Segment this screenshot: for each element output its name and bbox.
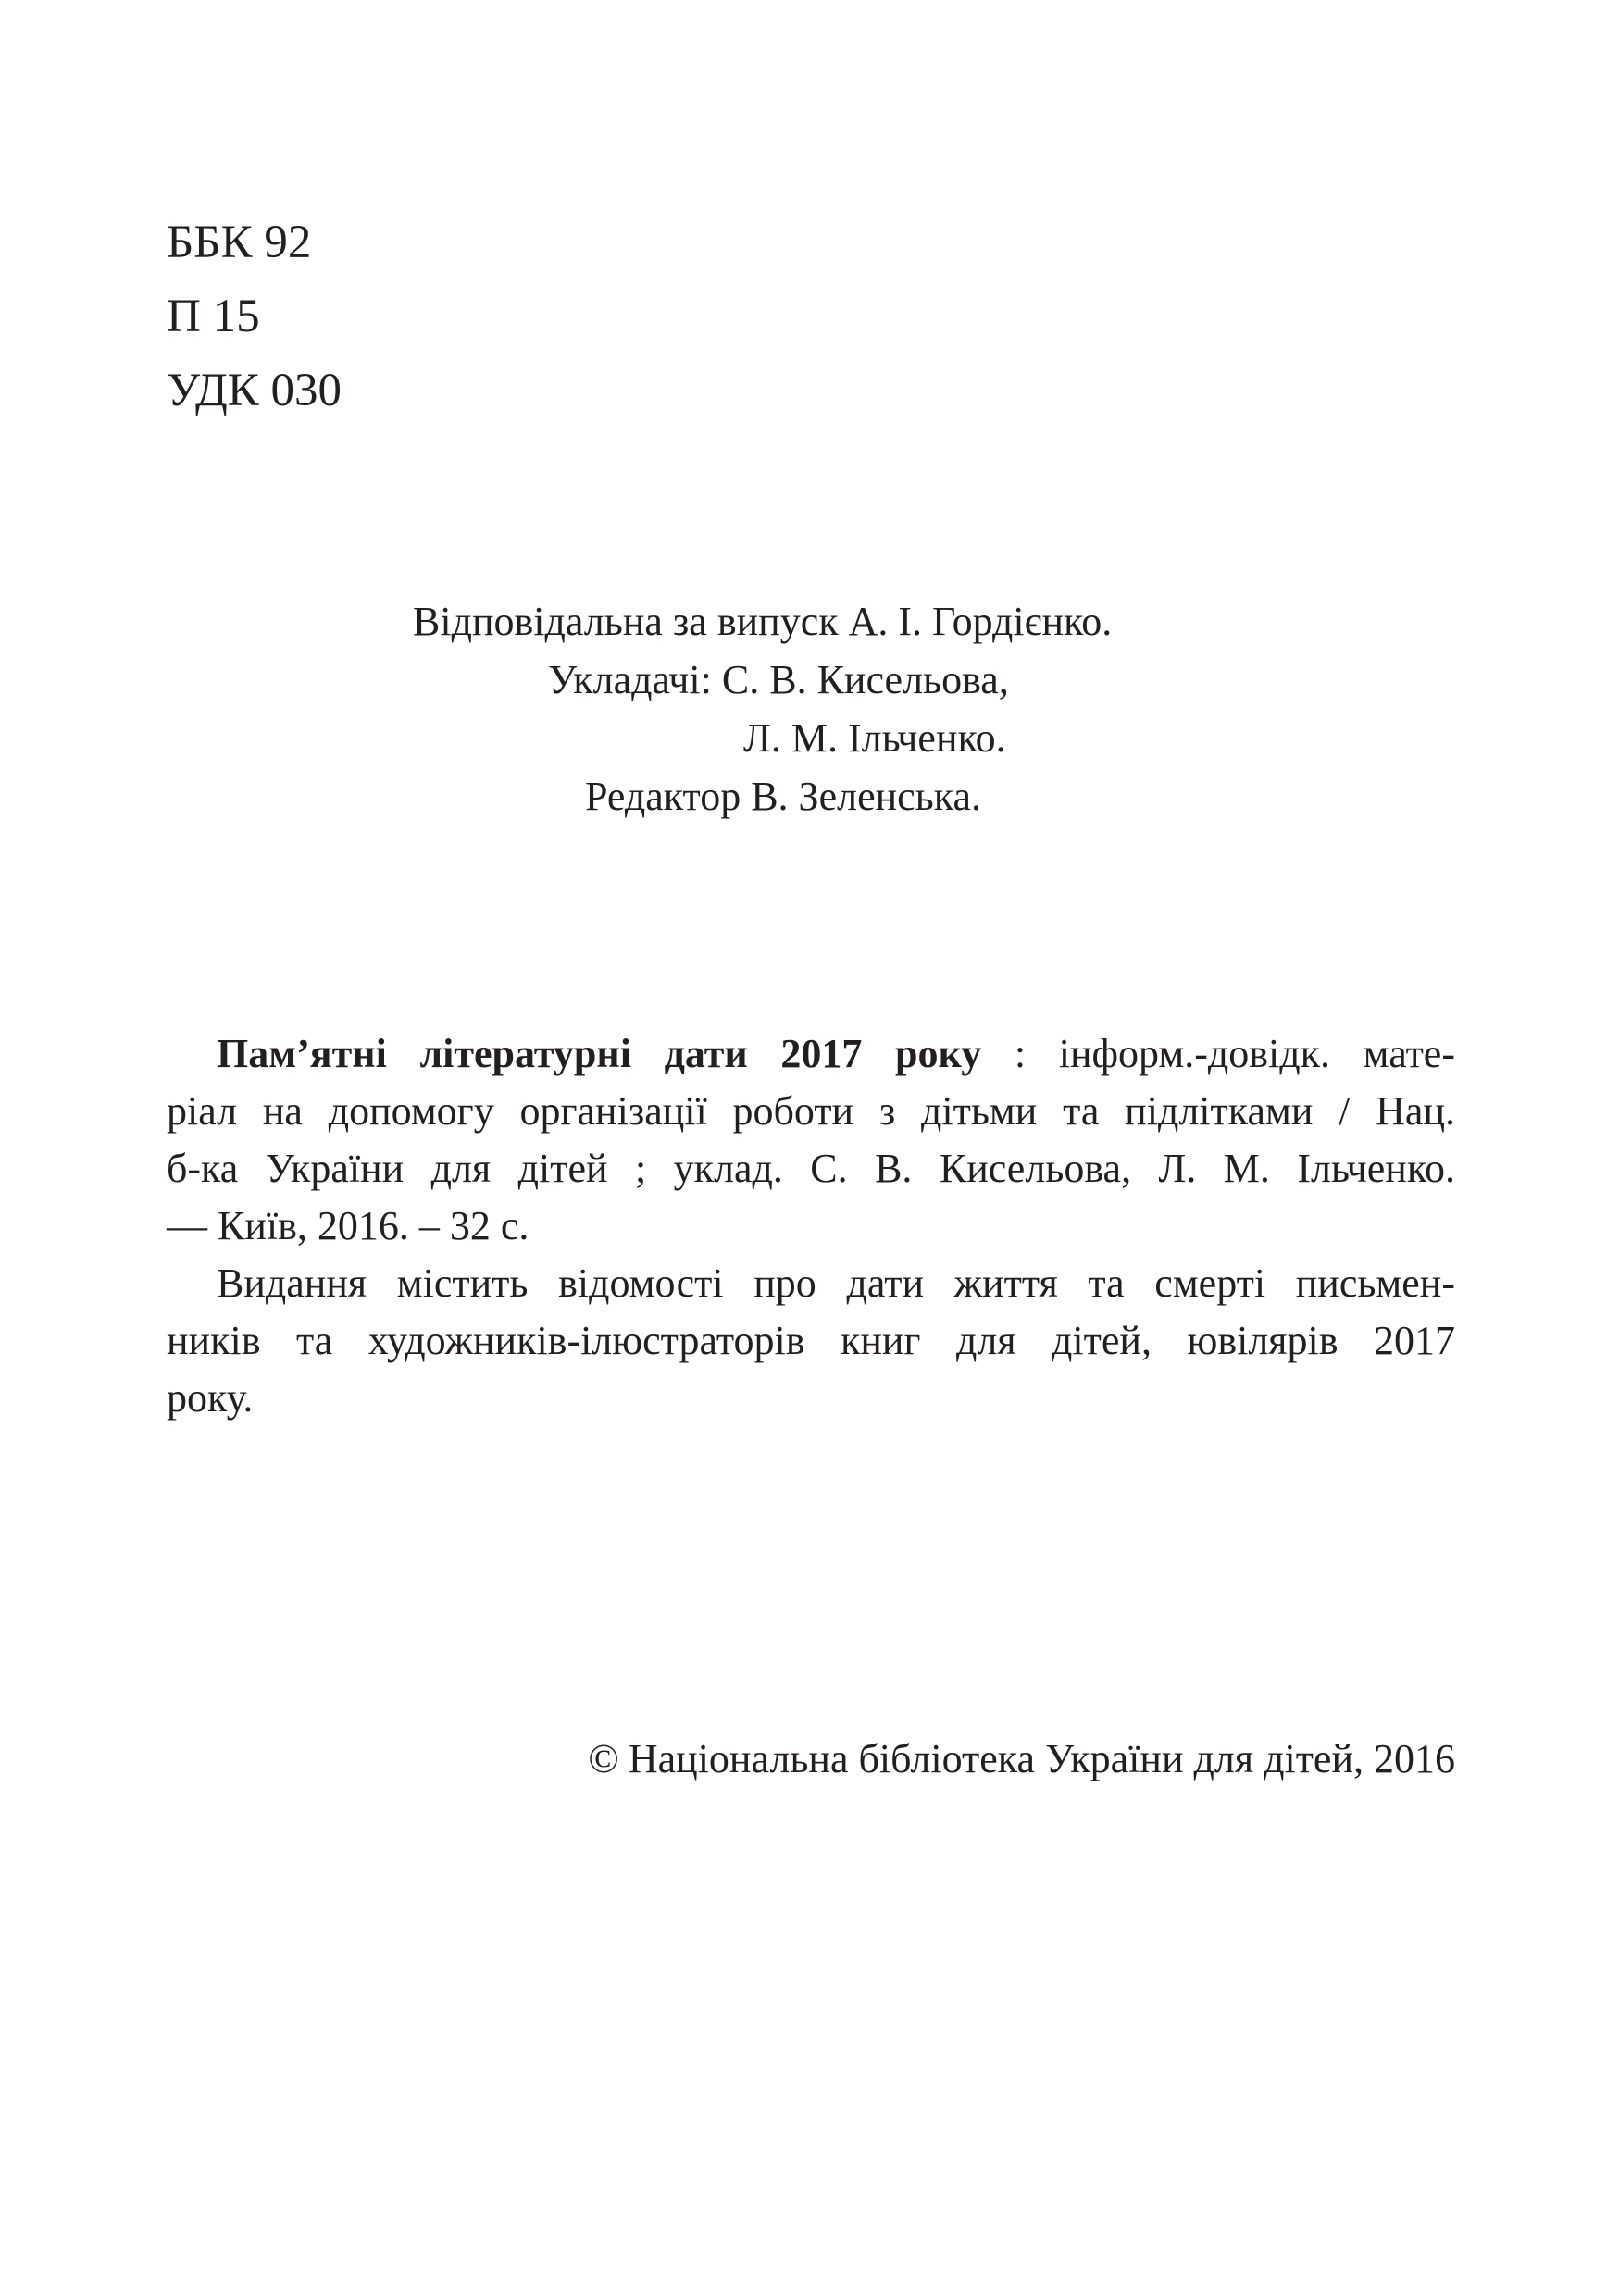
compilers-line: Укладачі: С. В. Кисельова,	[548, 657, 1009, 702]
bibliographic-description	[167, 1025, 1455, 1427]
classification-codes	[167, 205, 342, 428]
compilers-line-2: Л. М. Ільченко.	[743, 715, 1006, 761]
annotation-line-3: року.	[167, 1375, 254, 1421]
editor-line: Редактор В. Зеленська.	[585, 774, 981, 819]
biblio-line-1	[167, 1025, 1455, 1083]
copyright-notice	[463, 1731, 1455, 1788]
biblio-line-4: — Київ, 2016. – 32 с.	[167, 1203, 529, 1248]
annotation-line-1: Видання містить відомості про дати життя та смерті письмен-	[217, 1260, 1455, 1306]
biblio-line-2: ріал на допомогу організації роботи з дітьми та підлітками / Нац.	[167, 1088, 1455, 1134]
biblio-line-3: б-ка України для дітей ; уклад. С. В. Кисельова, Л. М. Ільченко.	[167, 1146, 1455, 1191]
copyright-icon: ©	[588, 1736, 619, 1781]
bbk-code: ББК 92	[167, 217, 312, 268]
annotation-line-2: ників та художників-ілюстраторів книг для дітей, ювілярів 2017	[167, 1318, 1455, 1363]
book-title: Пам’ятні літературні дати 2017 року	[217, 1031, 982, 1076]
responsible-line: Відповідальна за випуск А. І. Гордієнко.	[413, 599, 1113, 644]
p-code: П 15	[167, 291, 260, 342]
copyright-text: Національна бібліотека України для дітей, 2016	[628, 1736, 1455, 1781]
udk-code: УДК 030	[167, 365, 342, 416]
biblio-line-1-rest: : інформ.-довідк. мате-	[981, 1031, 1455, 1076]
